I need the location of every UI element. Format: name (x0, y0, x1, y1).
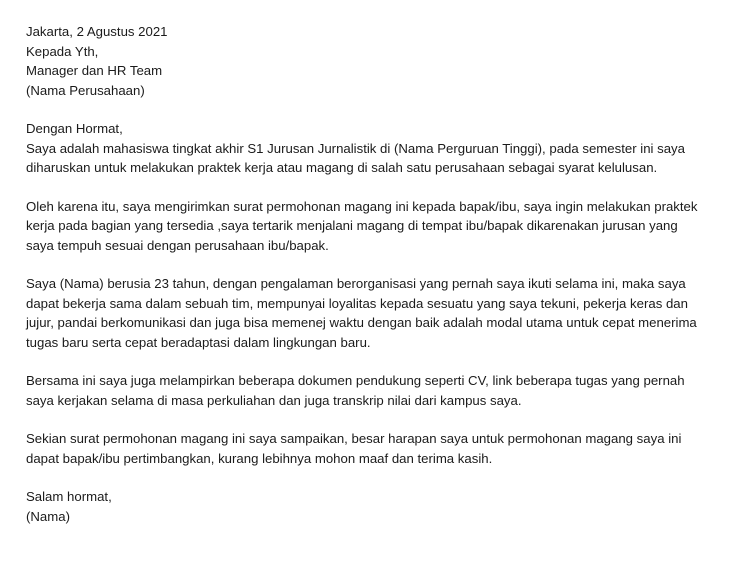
signature-name: (Nama) (26, 508, 70, 524)
place-and-date: Jakarta, 2 Agustus 2021 (26, 24, 168, 39)
letter-closing (26, 487, 704, 526)
letter-header (26, 22, 704, 100)
greeting-line: Dengan Hormat, (26, 121, 123, 136)
paragraph-5: Sekian surat permohonan magang ini saya sampaikan, besar harapan saya untuk permohonan magang saya ini dapat bapak/ibu pertimbangkan, kurang lebihnya mohon maaf dan terima kasih. (26, 431, 686, 466)
paragraph-2: Oleh karena itu, saya mengirimkan surat permohonan magang ini kepada bapak/ibu, saya ingin melakukan praktek kerja pada bagian yang tersedia ,saya tertarik menjalani magang di tempat ibu/bapak dikarenakan jurusan yang saya tempuh sesuai dengan perusahaan ibu/bapak. (26, 198, 702, 253)
body-opening (26, 119, 704, 178)
recipient-salutation: Kepada Yth, (26, 43, 99, 59)
paragraph-1: Saya adalah mahasiswa tingkat akhir S1 Jurusan Jurnalistik di (Nama Perguruan Tinggi), pada semester ini saya diharuskan untuk melakukan praktek kerja atau magang di salah satu perusahaan sebagai syarat kelulusan. (26, 140, 689, 175)
paragraph-3: Saya (Nama) berusia 23 tahun, dengan pengalaman berorganisasi yang pernah saya ikuti selama ini, maka saya dapat bekerja sama dalam sebuah tim, mempunyai loyalitas kepada sesuatu yang saya tekuni, pekerja keras dan jujur, pandai berkomunikasi dan juga bisa memenej waktu dengan baik adalah modal utama untuk cepat menerima tugas baru serta cepat beradaptasi dalam lingkungan baru. (26, 276, 701, 350)
paragraph-4: Bersama ini saya juga melampirkan beberapa dokumen pendukung seperti CV, link beberapa tugas yang pernah saya kerjakan selama di masa perkuliahan dan juga transkrip nilai dari kampus saya. (26, 373, 689, 408)
recipient-role: Manager dan HR Team (26, 63, 163, 78)
recipient-company: (Nama Perusahaan) (26, 82, 145, 98)
closing-salutation: Salam hormat, (26, 489, 112, 504)
